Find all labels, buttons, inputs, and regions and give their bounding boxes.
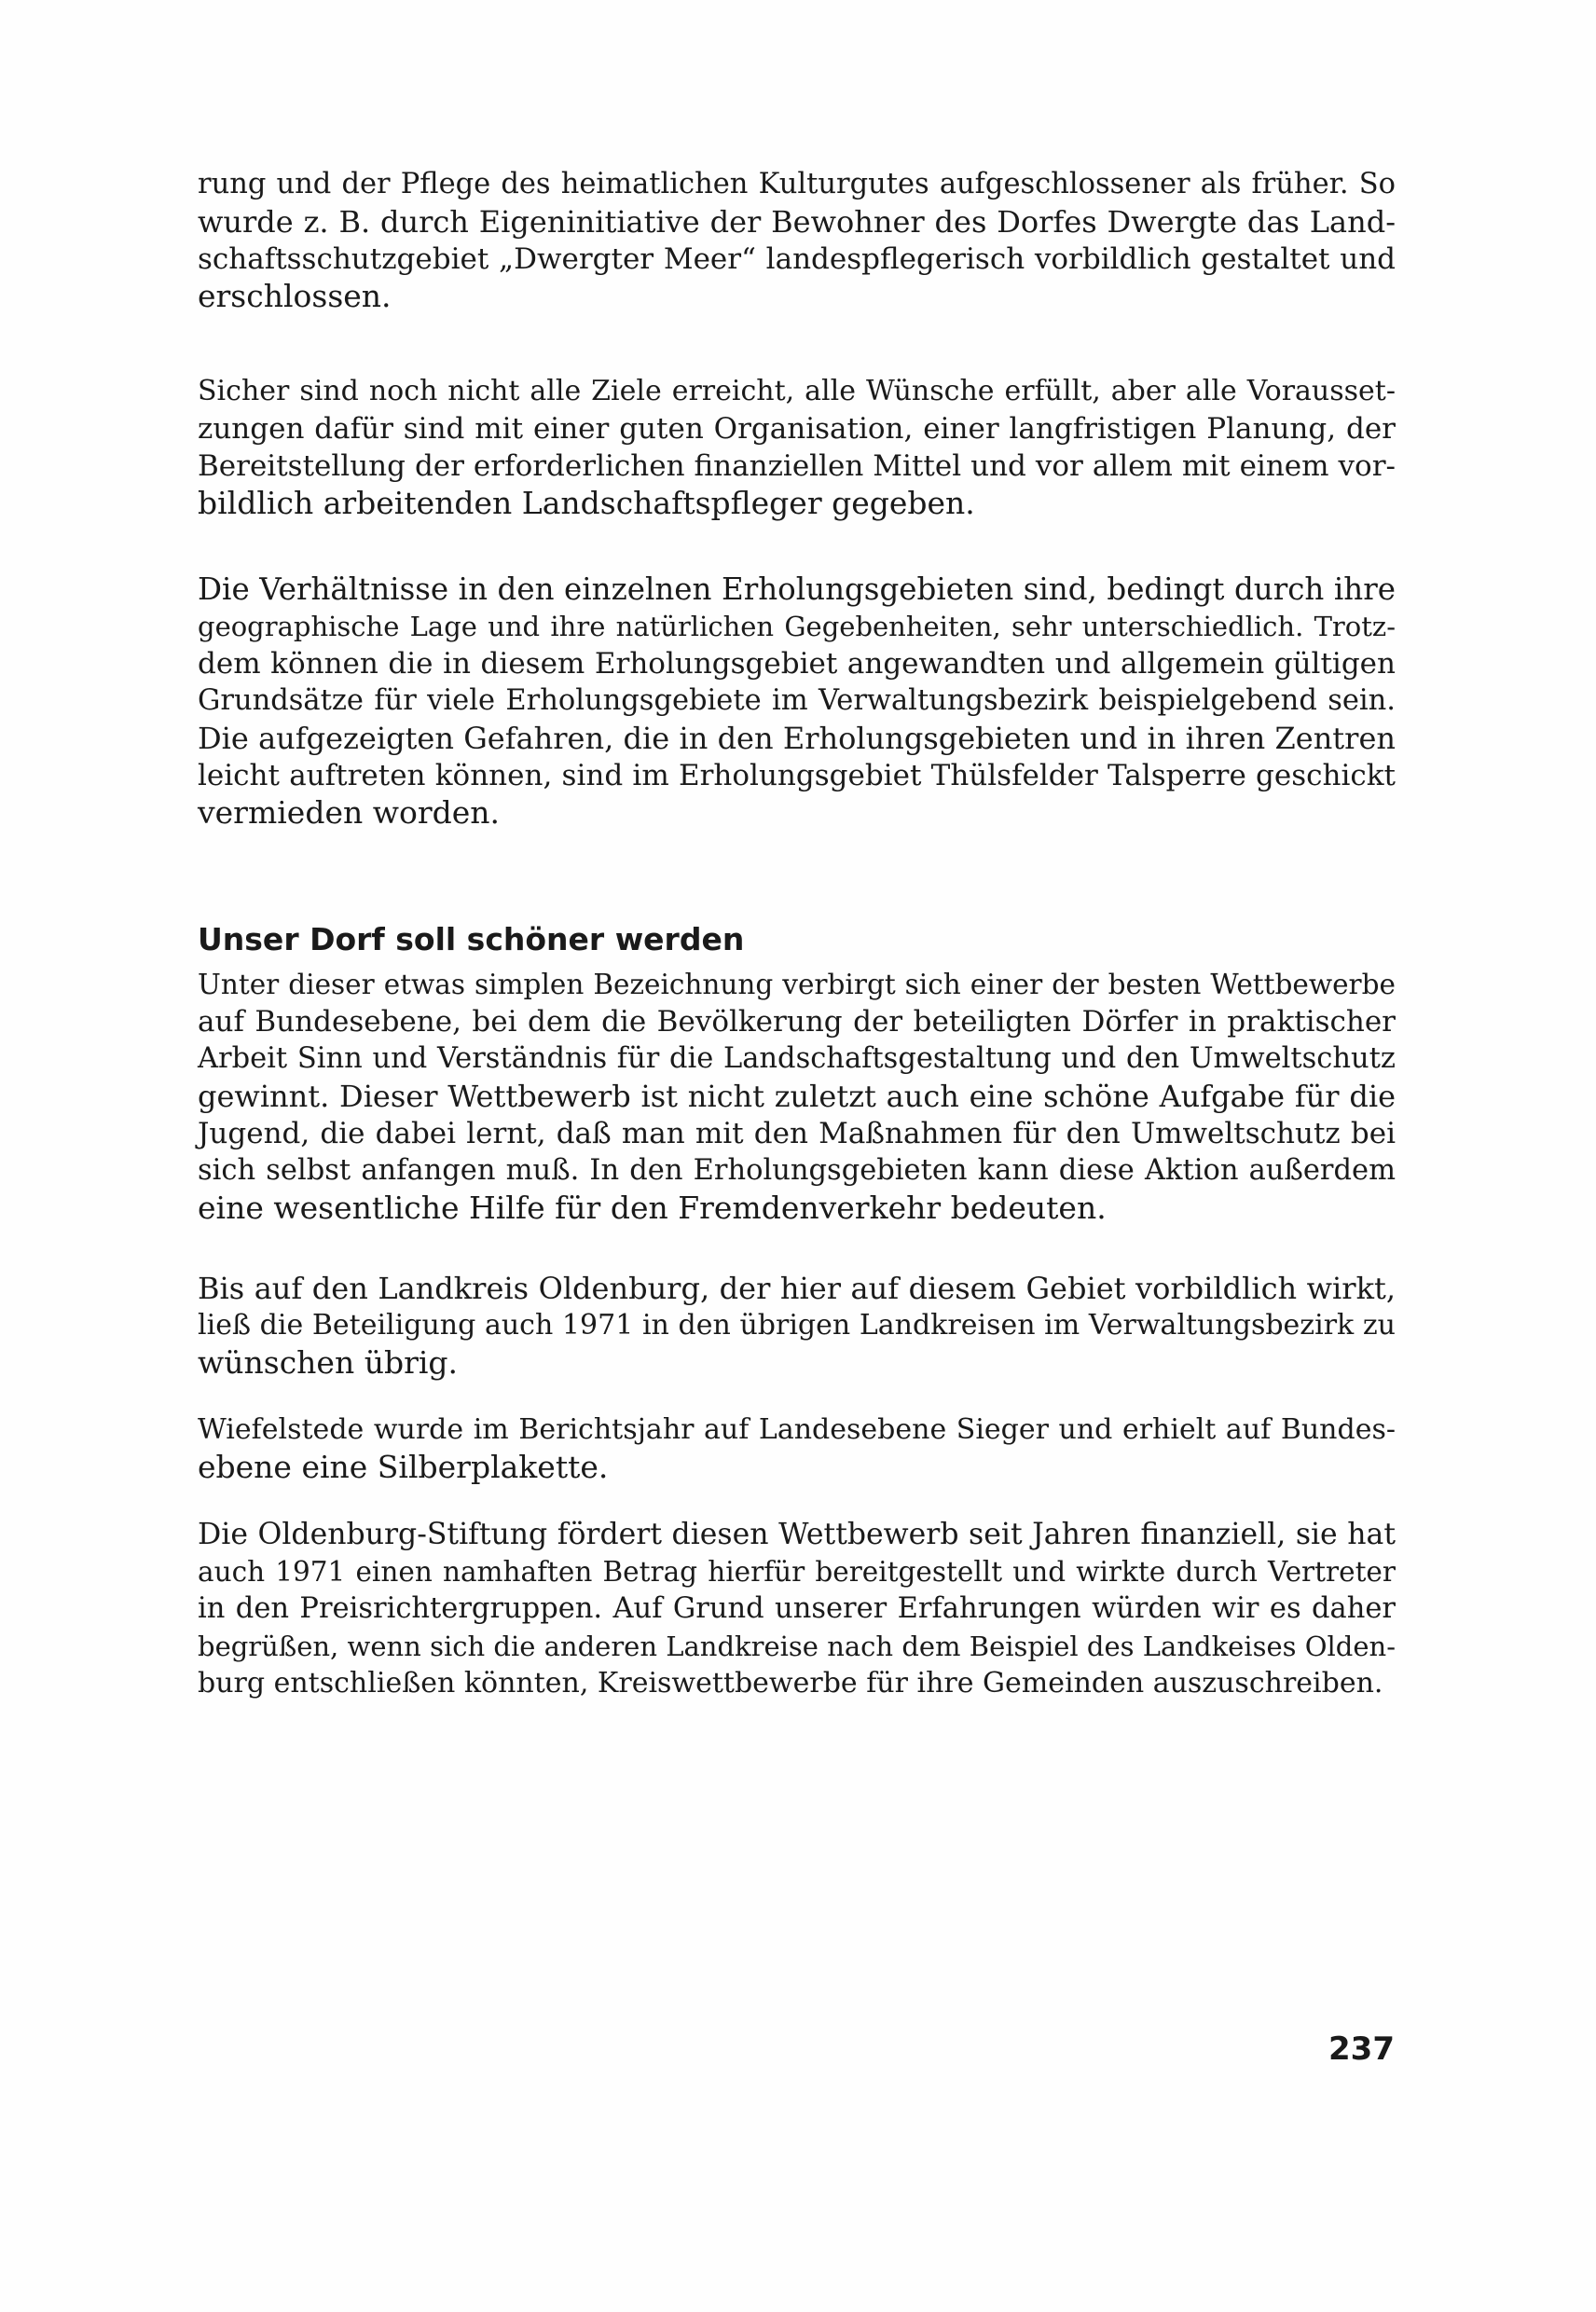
text-line: ebene eine Silberplakette.: [198, 1449, 609, 1485]
text-line: wünschen übrig.: [198, 1344, 459, 1381]
text-line: rung und der Pflege des heimatlichen Kulturgutes aufgeschlossener als früher. So: [198, 168, 1396, 200]
text-line: in den Preisrichtergruppen. Auf Grund unserer Erfahrungen würden wir es daher: [198, 1592, 1396, 1625]
text-line: Bereitstellung der erforderlichen finanziellen Mittel und vor allem mit einem vor-: [198, 449, 1396, 483]
text-line: Die aufgezeigten Gefahren, die in den Erholungsgebieten und in ihren Zentren: [198, 721, 1396, 756]
text-line: sich selbst anfangen muß. In den Erholungsgebieten kann diese Aktion außerdem: [198, 1154, 1396, 1187]
text-line: auch 1971 einen namhaften Betrag hierfür bereitgestellt und wirkte durch Vertreter: [198, 1556, 1396, 1588]
paragraph-7: [198, 1516, 1396, 1702]
text-line: wurde z. B. durch Eigeninitiative der Bewohner des Dorfes Dwergte das Land-: [198, 204, 1396, 240]
page-number: 237: [1328, 2030, 1395, 2068]
text-line: erschlossen.: [198, 278, 392, 314]
text-line: Jugend, die dabei lernt, daß man mit den Maßnahmen für den Umweltschutz bei: [198, 1117, 1396, 1150]
text-line: Arbeit Sinn und Verständnis für die Landschaftsgestaltung und den Umweltschutz: [198, 1042, 1396, 1075]
text-line: burg entschließen könnten, Kreiswettbewerbe für ihre Gemeinden auszuschreiben.: [198, 1667, 1383, 1700]
paragraph-4: [198, 966, 1396, 1227]
text-line: Grundsätze für viele Erholungsgebiete im Verwaltungsbezirk beispielgebend sein.: [198, 684, 1396, 717]
paragraph-5: [198, 1270, 1396, 1382]
text-line: Die Oldenburg-Stiftung fördert diesen Wettbewerb seit Jahren finanziell, sie hat: [198, 1518, 1396, 1551]
text-line: leicht auftreten können, sind im Erholungsgebiet Thülsfelder Talsperre geschickt: [198, 759, 1396, 792]
paragraph-3: [198, 571, 1396, 832]
text-line: Bis auf den Landkreis Oldenburg, der hier auf diesem Gebiet vorbildlich wirkt,: [198, 1271, 1396, 1306]
text-line: geographische Lage und ihre natürlichen Gegebenheiten, sehr unterschiedlich. Trotz-: [198, 611, 1396, 642]
text-line: auf Bundesebene, bei dem die Bevölkerung der beteiligten Dörfer in praktischer: [198, 1005, 1396, 1039]
text-line: Die Verhältnisse in den einzelnen Erholungsgebieten sind, bedingt durch ihre: [198, 571, 1396, 607]
text-line: gewinnt. Dieser Wettbewerb ist nicht zuletzt auch eine schöne Aufgabe für die: [198, 1079, 1396, 1114]
section-heading: Unser Dorf soll schöner werden: [198, 921, 745, 957]
paragraph-2: [198, 373, 1396, 522]
text-line: ließ die Beteiligung auch 1971 in den übrigen Landkreisen im Verwaltungsbezirk zu: [198, 1309, 1396, 1342]
text-line: Unter dieser etwas simplen Bezeichnung verbirgt sich einer der besten Wettbewerbe: [198, 969, 1396, 1000]
text-line: dem können die in diesem Erholungsgebiet angewandten und allgemein gültigen: [198, 647, 1396, 681]
text-line: zungen dafür sind mit einer guten Organisation, einer langfristigen Planung, der: [198, 412, 1396, 446]
intro-paragraph: [198, 166, 1396, 315]
text-line: Sicher sind noch nicht alle Ziele erreicht, alle Wünsche erfüllt, aber alle Vorausset-: [198, 375, 1396, 407]
text-line: vermieden worden.: [198, 794, 501, 831]
text-line: begrüßen, wenn sich die anderen Landkreise nach dem Beispiel des Landkeises Olden-: [198, 1631, 1396, 1662]
text-line: eine wesentliche Hilfe für den Fremdenverkehr bedeuten.: [198, 1190, 1107, 1226]
paragraph-6: [198, 1411, 1396, 1486]
text-line: schaftsschutzgebiet „Dwergter Meer“ landespflegerisch vorbildlich gestaltet und: [198, 242, 1396, 276]
text-line: Wiefelstede wurde im Berichtsjahr auf Landesebene Sieger und erhielt auf Bundes-: [198, 1413, 1396, 1446]
text-line: bildlich arbeitenden Landschaftspfleger gegeben.: [198, 485, 975, 521]
